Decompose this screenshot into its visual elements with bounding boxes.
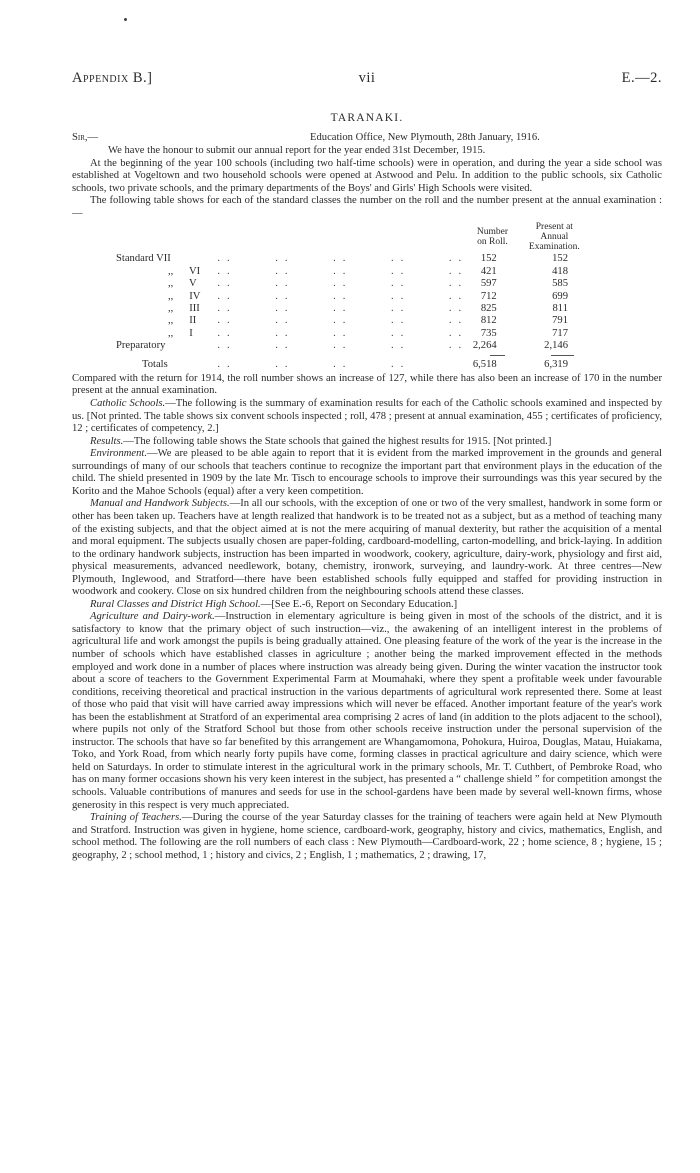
- header-page-number: vii: [358, 70, 376, 86]
- standards-table: [72, 222, 582, 371]
- row-present: 699: [552, 290, 568, 302]
- results-heading: Results.: [90, 435, 124, 447]
- schools-paragraph: At the beginning of the year 100 schools (including two half-time schools) were in operation, and during the year a side school was established at Vogeltown and two household schools were opened at Astwood and Pelu. In addition to the public schools, six Catholic schools, two private schools, and the primary departments of the Boys' and Girls' High Schools were visited.: [72, 157, 662, 194]
- row-label: Standard VII: [116, 253, 171, 265]
- col-present-header-1: Present at Annual: [535, 222, 573, 243]
- leader-dots: .. .. .. .. ..: [217, 315, 469, 327]
- catholic-text: —The following is the summary of examination results for each of the Catholic schools examined and inspected by us. [Not printed. The table shows six convent schools inspected ; roll, 478 ; present at annual examination, 455 ; certificates of proficiency, 12 ; certificates of competency, 2.]: [72, 398, 662, 435]
- salutation-line: [72, 132, 662, 145]
- leader-dots: .. .. .. .. ..: [217, 302, 469, 314]
- row-present: 791: [552, 315, 568, 327]
- col-roll-header-2: on Roll.: [477, 237, 508, 248]
- table-header-row: [72, 222, 582, 253]
- table-row: [72, 253, 582, 265]
- col-present-header-2: Examination.: [528, 242, 580, 253]
- catholic-paragraph: [72, 398, 662, 436]
- header-appendix: Appendix B.]: [72, 70, 153, 86]
- environment-text: —We are pleased to be able again to report that it is evident from the marked improvement in the grounds and general surroundings of many of our schools that teachers continue to recognize the important part that environment plays in the education of the child. The shield presented in 1909 by the late Mr. Tisch to encourage schools to improve their surroundings was this year secured by the Korito and the Mahoe Schools (equal) after a very keen competition.: [72, 448, 662, 497]
- results-text: —The following table shows the State schools that gained the highest results for 1915. [Not printed.]: [123, 435, 552, 447]
- manual-paragraph: [72, 498, 662, 598]
- row-roll: 712: [480, 290, 497, 302]
- table-row: [72, 315, 582, 327]
- manual-text: —In all our schools, with the exception of one or two of the very smallest, handwork in some form or other has been taken up. Teachers have at length realized that handwork is to be treated not as a subject, but as a method of teaching many of the existing subjects, and that the object aimed at is not the mere acquiring of manual dexterity, but rather the acquisition of a mental and moral equipment. The subjects usually chosen are paper-folding, cardboard-modelling, carton-modelling, and brick-laying. In addition to the ordinary handwork subjects, instruction has been imparted in woodwork, cookery, agriculture, dairy-work, physiology and first aid, physical measurements, advanced needlework, botany, chemistry, ironwork, surveying, and laundry-work. At three centres—New Plymouth, Inglewood, and Stratford—there have been established schools fully equipped and staffed for providing instruction in woodwork and cookery. Close on six hundred children from the neighbouring schools attend these classes.: [72, 498, 662, 598]
- training-paragraph: [72, 812, 662, 862]
- row-roll: 152: [480, 253, 497, 265]
- leader-dots: .. .. .. .. ..: [217, 340, 469, 352]
- agriculture-heading: Agriculture and Dairy-work.: [90, 611, 215, 623]
- row-label: ,, VI: [168, 265, 201, 277]
- rural-heading: Rural Classes and District High School.: [90, 598, 261, 610]
- environment-heading: Environment.: [90, 448, 147, 460]
- leader-dots: .. .. .. .. ..: [217, 265, 469, 277]
- table-row: [72, 303, 582, 315]
- manual-heading: Manual and Handwork Subjects.: [90, 498, 230, 510]
- totals-present: 6,319: [544, 358, 568, 370]
- table-totals-row: Totals .. .. .. .. 6,518 6,319: [72, 359, 582, 371]
- col-roll-header-1: Number: [476, 227, 509, 238]
- row-label: ,, I: [168, 327, 193, 339]
- totals-label: Totals: [142, 358, 168, 370]
- table-row: [72, 291, 582, 303]
- table-row: [72, 266, 582, 278]
- row-present: 717: [552, 327, 568, 339]
- results-paragraph: [72, 436, 662, 449]
- table-row: [72, 328, 582, 340]
- office-date-line: Education Office, New Plymouth, 28th January, 1916.: [310, 132, 540, 143]
- row-label: ,, IV: [168, 290, 201, 302]
- page-header: [72, 70, 662, 90]
- row-present: 152: [552, 253, 568, 265]
- rural-paragraph: [72, 599, 662, 612]
- leader-dots: .. .. .. .. ..: [217, 253, 469, 265]
- report-body: [72, 132, 662, 862]
- row-roll: 597: [480, 278, 497, 290]
- row-label: ,, V: [168, 278, 197, 290]
- leader-dots: .. .. .. .. ..: [217, 290, 469, 302]
- row-present: 418: [552, 265, 568, 277]
- catholic-heading: Catholic Schools.: [90, 398, 166, 410]
- row-label: Preparatory: [116, 340, 166, 352]
- row-present: 2,146: [544, 340, 568, 352]
- table-row: [72, 278, 582, 290]
- row-roll: 812: [480, 315, 497, 327]
- leader-dots: .. .. .. .. ..: [217, 278, 469, 290]
- agriculture-paragraph: [72, 611, 662, 812]
- row-roll: 825: [480, 302, 497, 314]
- row-present: 811: [552, 302, 568, 314]
- row-label: ,, II: [168, 315, 197, 327]
- salutation: Sir,—: [72, 132, 99, 143]
- margin-mark: [124, 18, 127, 21]
- row-label: ,, III: [168, 302, 200, 314]
- row-roll: 735: [480, 327, 497, 339]
- table-row: [72, 340, 582, 352]
- environment-paragraph: [72, 448, 662, 498]
- row-present: 585: [552, 278, 568, 290]
- intro-paragraph: We have the honour to submit our annual report for the year ended 31st December, 1915.: [108, 145, 486, 156]
- section-title: TARANAKI.: [330, 112, 404, 124]
- compared-paragraph: Compared with the return for 1914, the roll number shows an increase of 127, while there has also been an increase of 170 in the number present at the annual examination.: [72, 372, 662, 397]
- totals-roll: 6,518: [472, 358, 497, 370]
- table-body: [72, 253, 582, 352]
- row-roll: 2,264: [472, 340, 497, 352]
- leader-dots: .. .. .. .. ..: [217, 327, 469, 339]
- training-heading: Training of Teachers.: [90, 812, 182, 824]
- table-intro-paragraph: The following table shows for each of the standard classes the number on the roll and the number present at the annual examination :—: [72, 195, 662, 219]
- header-reference: E.—2.: [621, 70, 662, 86]
- agriculture-text: —Instruction in elementary agriculture is being given in most of the schools of the district, and it is satisfactory to know that the primary object of such instruction—viz., the awakening of an intelligent interest in the problems of agricultural life and work amongst the pupils is being gradually attained. One pleasing feature of the work of the year is the increase in the number of schools which have established classes in agriculture ; another being the marked improvement effected in the methods employed and work done in a number of places where instruction was already being given. During the winter vacation the instructor took about a score of teachers to the Government Experimental Farm at Moumahaki, where they spent a profitable week under favourable conditions, receiving theoretical and practical instruction in the various departments of agricultural work represented there. Some at least of those who paid that visit will have carried away impressions which will never be effaced. Another important feature of the year's work has been the establishment at Stratford of an experimental area comprising 2 acres of land (in addition to the plots adjacent to the school), where pupils not only of the Stratford School but those from other schools receive instruction under the personal supervision of the instructor. The schools that have so far benefited by this arrangement are Whangamomona, Pohokura, Huiroa, Douglas, Matau, Huiakama, Toko, and York Road, from which nearly forty pupils have come, forming classes in practical agriculture and dairy science, which were held on Saturdays. In order to stimulate interest in the agricultural work in the primary schools, Mr. T. Cuthbert, of Pembroke Road, who has on many former occasions shown his very keen interest in the subject, has presented a “ challenge shield ” for competition amongst the schools. Valuable contributions of manures and seeds for use in the school-gardens have been made by several well-known firms, whose generosity in this respect is very much appreciated.: [72, 611, 662, 811]
- rural-text: —[See E.-6, Report on Secondary Education.]: [260, 598, 458, 610]
- training-text: —During the course of the year Saturday classes for the training of teachers were again held at New Plymouth and Stratford. Instruction was given in hygiene, home science, cardboard-work, geography, history and civics, mathematics, English, and school method. The following are the roll numbers of each class : New Plymouth—Cardboard-work, 22 ; home science, 8 ; hygiene, 15 ; geography, 2 ; school method, 1 ; history and civics, 2 ; English, 1 ; mathematics, 2 ; drawing, 17,: [72, 812, 662, 861]
- row-roll: 421: [480, 265, 497, 277]
